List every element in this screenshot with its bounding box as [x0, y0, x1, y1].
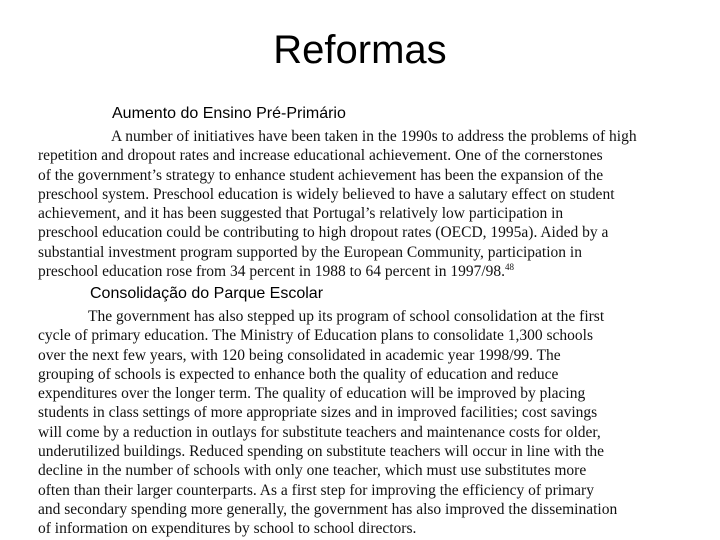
paragraph-line: preschool system. Preschool education is widely believed to have a salutary effect on student — [38, 185, 615, 203]
footnote-marker: 48 — [505, 262, 515, 273]
paragraph-line: decline in the number of schools with only one teacher, which must use substitutes more — [38, 462, 587, 480]
paragraph-line: repetition and dropout rates and increase educational achievement. One of the cornerstones — [38, 147, 603, 165]
paragraph-line: The government has also stepped up its program of school consolidation at the first — [88, 308, 605, 325]
paragraph-line: and secondary spending more generally, the government has also improved the dissemination — [38, 500, 618, 518]
paragraph-line: over the next few years, with 120 being consolidated in academic year 1998/99. The — [38, 346, 561, 364]
section-heading-consolidation: Consolidação do Parque Escolar — [90, 285, 324, 302]
paragraph-line: underutilized buildings. Reduced spending on substitute teachers will occur in line with the — [38, 443, 605, 461]
paragraph-line: achievement, and it has been suggested that Portugal’s relatively low participation in — [38, 205, 564, 223]
paragraph-line: cycle of primary education. The Ministry of Education plans to consolidate 1,300 schools — [38, 327, 594, 345]
slide-title: Reformas — [273, 28, 447, 72]
paragraph-line: grouping of schools is expected to enhance both the quality of education and reduce — [38, 365, 559, 383]
paragraph-line-text: preschool education rose from 34 percent in 1988 to 64 percent in 1997/98. — [38, 263, 506, 281]
paragraph-line: A number of initiatives have been taken in the 1990s to address the problems of high — [111, 128, 637, 145]
paragraph-line: students in class settings of more appropriate sizes and in improved facilities; cost savings — [38, 404, 598, 422]
paragraph-line: expenditures over the longer term. The quality of education will be improved by placing — [38, 385, 586, 403]
paragraph-line-last — [38, 262, 637, 281]
paragraph-line: of the government’s strategy to enhance student achievement has been the expansion of the — [38, 166, 604, 184]
paragraph-line: of information on expenditures by school to school directors. — [38, 520, 417, 538]
paragraph-line: substantial investment program supported by the European Community, participation in — [38, 243, 582, 261]
scanned-paragraph-consolidation — [38, 307, 617, 539]
paragraph-line: preschool education could be contributing to high dropout rates (OECD, 1995a). Aided by a — [38, 224, 609, 242]
paragraph-line: often than their larger counterparts. As a first step for improving the efficiency of primary — [38, 481, 594, 499]
section-heading-preschool: Aumento do Ensino Pré-Primário — [112, 105, 346, 122]
scanned-paragraph-preschool — [38, 127, 637, 281]
paragraph-line: will come by a reduction in outlays for substitute teachers and maintenance costs for older, — [38, 423, 601, 441]
